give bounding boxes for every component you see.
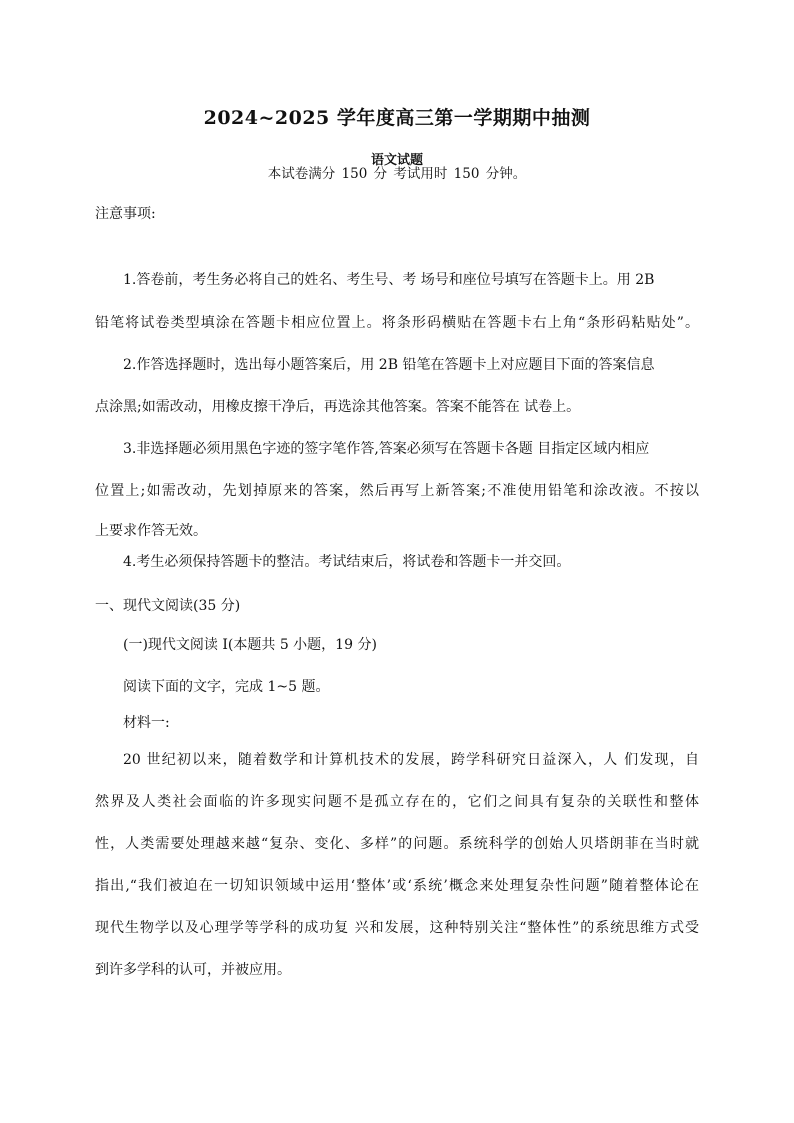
note-line: 点涂黑;如需改动，用橡皮擦干净后，再选涂其他答案。答案不能答在 试卷上。 (95, 399, 581, 415)
section-heading: 一、现代文阅读(35 分) (95, 598, 241, 614)
note-line: 3.非选择题必须用黑色字迹的签字笔作答,答案必须写在答题卡各题 目指定区域内相应 (123, 441, 650, 457)
paragraph-line: 然界及人类社会面临的许多现实问题不是孤立存在的，它们之间具有复杂的关联性和整体 (95, 794, 699, 810)
note-line: 1.答卷前，考生务必将自己的姓名、考生号、考 场号和座位号填写在答题卡上。用 2B (123, 272, 655, 288)
material-label: 材料一: (123, 715, 170, 731)
paragraph-line: 指出,“我们被迫在一切知识领域中运用‘整体’或‘系统’概念来处理复杂性问题”随着整体论在 (95, 878, 699, 894)
paragraph-line: 20 世纪初以来，随着数学和计算机技术的发展，跨学科研究日益深入，人 们发现，自 (123, 752, 699, 768)
exam-meta: 本试卷满分 150 分 考试用时 150 分钟。 (267, 166, 527, 182)
note-line: 位置上;如需改动，先划掉原来的答案，然后再写上新答案;不准使用铅笔和涂改液。不按以 (95, 483, 699, 499)
paragraph-line: 到许多学科的认可，并被应用。 (95, 962, 291, 978)
note-line: 4.考生必须保持答题卡的整洁。考试结束后，将试卷和答题卡一并交回。 (123, 554, 571, 570)
note-line: 铅笔将试卷类型填涂在答题卡相应位置上。将条形码横贴在答题卡右上角“条形码粘贴处”。 (95, 315, 699, 331)
exam-title: 2024~2025 学年度高三第一学期期中抽测 (203, 107, 591, 129)
notes-heading: 注意事项: (95, 206, 156, 222)
reading-instruction: 阅读下面的文字，完成 1~5 题。 (123, 679, 330, 695)
subject-title: 语文试题 (370, 153, 423, 168)
note-line: 上要求作答无效。 (95, 523, 207, 539)
paragraph-line: 现代生物学以及心理学等学科的成功复 兴和发展，这种特别关注“整体性”的系统思维方式受 (95, 920, 699, 936)
note-line: 2.作答选择题时，选出每小题答案后，用 2B 铅笔在答题卡上对应题目下面的答案信息 (123, 357, 655, 373)
paragraph-line: 性，人类需要处理越来越“复杂、变化、多样”的问题。系统科学的创始人贝塔朗菲在当时就 (95, 836, 699, 852)
sub-section-heading: (一)现代文阅读 I(本题共 5 小题，19 分) (123, 637, 377, 653)
